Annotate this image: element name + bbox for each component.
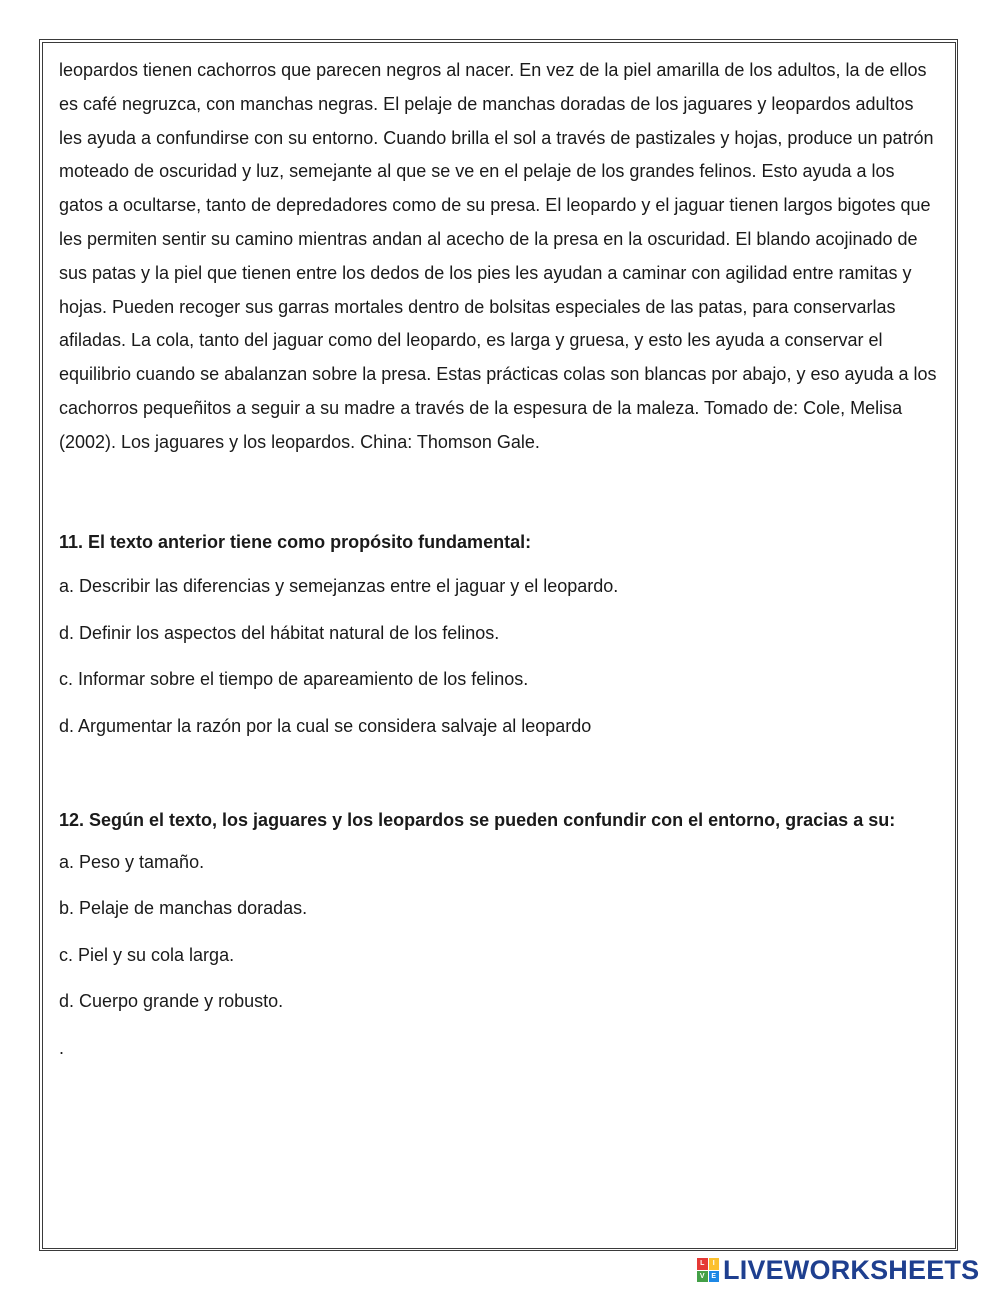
- brand-block-v: V: [697, 1271, 708, 1283]
- question-12-option-d: d. Cuerpo grande y robusto.: [59, 991, 284, 1012]
- question-11-option-a: a. Describir las diferencias y semejanzas entre el jaguar y el leopardo.: [59, 576, 619, 597]
- question-11-title: 11. El texto anterior tiene como propósito fundamental:: [59, 531, 532, 552]
- liveworksheets-logo: [697, 1254, 980, 1285]
- reading-passage: leopardos tienen cachorros que parecen negros al nacer. En vez de la piel amarilla de los adultos, la de ellos es café negruzca, con manchas negras. El pelaje de manchas doradas de los jaguares y leopardos adultos les ayuda a confundirse con su entorno. Cuando brilla el sol a través de pastizales y hojas, produce un patrón moteado de oscuridad y luz, semejante al que se ve en el pelaje de los grandes felinos. Esto ayuda a los gatos a ocultarse, tanto de depredadores como de su presa. El leopardo y el jaguar tienen largos bigotes que les permiten sentir su camino mientras andan al acecho de la presa en la oscuridad. El blando acojinado de sus patas y la piel que tienen entre los dedos de los pies les ayudan a caminar con agilidad entre ramitas y hojas. Pueden recoger sus garras mortales dentro de bolsitas especiales de las patas, para conservarlas afiladas. La cola, tanto del jaguar como del leopardo, es larga y gruesa, y esto les ayuda a conservar el equilibrio cuando se abalanzan sobre la presa. Estas prácticas colas son blancas por abajo, y eso ayuda a los cachorros pequeñitos a seguir a su madre a través de la espesura de la maleza. Tomado de: Cole, Melisa (2002). Los jaguares y los leopardos. China: Thomson Gale.: [59, 60, 937, 452]
- question-12-option-a: a. Peso y tamaño.: [59, 851, 205, 872]
- worksheet-content: [59, 54, 941, 1060]
- question-11-option-c: c. Informar sobre el tiempo de apareamiento de los felinos.: [59, 669, 529, 690]
- question-12-title: 12. Según el texto, los jaguares y los leopardos se pueden confundir con el entorno, gracias a su:: [59, 809, 896, 830]
- brand-block-i: I: [709, 1258, 720, 1270]
- trailing-period: .: [59, 1037, 65, 1058]
- question-11-option-d2: d. Argumentar la razón por la cual se considera salvaje al leopardo: [59, 715, 592, 736]
- brand-name: LIVEWORKSHEETS: [723, 1254, 980, 1285]
- brand-block-l: L: [697, 1258, 708, 1270]
- question-11-option-d1: d. Definir los aspectos del hábitat natural de los felinos.: [59, 622, 500, 643]
- brand-block-e: E: [709, 1271, 720, 1283]
- question-12-option-b: b. Pelaje de manchas doradas.: [59, 898, 308, 919]
- question-12-option-c: c. Piel y su cola larga.: [59, 944, 235, 965]
- brand-blocks-icon: [697, 1258, 719, 1282]
